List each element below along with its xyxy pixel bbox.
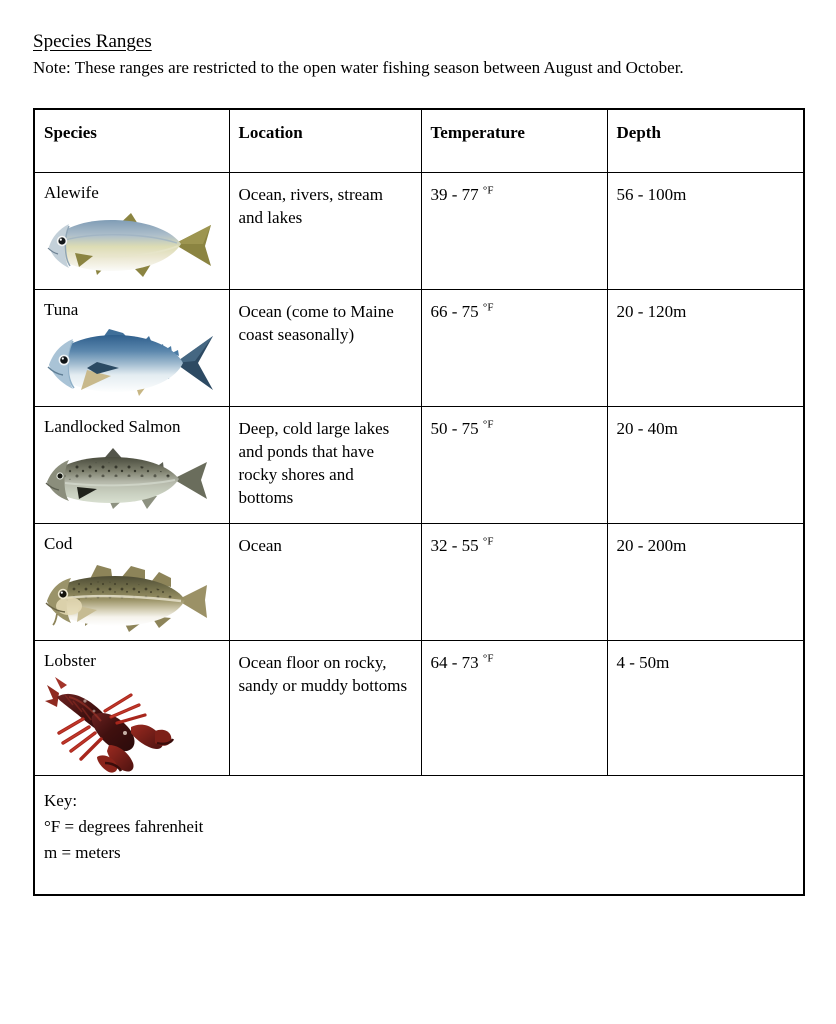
temperature-value: 39 - 77 (430, 185, 483, 204)
table-header-row (34, 109, 804, 173)
depth-cell-cod (607, 524, 804, 641)
location-cell-lobster (229, 641, 421, 776)
table-row (34, 641, 804, 776)
column-header-temperature (421, 109, 607, 173)
location-text: Ocean, rivers, stream and lakes (238, 185, 383, 227)
location-text: Ocean floor on rocky, sandy or muddy bottoms (238, 653, 408, 695)
column-header-location (229, 109, 421, 173)
species-cell-cod (34, 524, 229, 641)
location-text: Ocean (come to Maine coast seasonally) (238, 302, 394, 344)
table-key-row (34, 776, 804, 896)
column-header-species (34, 109, 229, 173)
temperature-text (422, 524, 607, 557)
depth-text: 56 - 100m (616, 185, 687, 204)
column-header-depth-label: Depth (616, 123, 661, 142)
table-row (34, 524, 804, 641)
key-line-meters: m = meters (44, 843, 121, 862)
table-row (34, 173, 804, 290)
location-cell-landlocked-salmon (229, 407, 421, 524)
temperature-cell-tuna (421, 290, 607, 407)
temperature-value: 64 - 73 (430, 653, 483, 672)
depth-cell-alewife (607, 173, 804, 290)
temperature-cell-landlocked-salmon (421, 407, 607, 524)
depth-cell-lobster (607, 641, 804, 776)
temperature-cell-lobster (421, 641, 607, 776)
cod-fish-icon (35, 554, 229, 640)
location-text: Deep, cold large lakes and ponds that have rocky shores and bottoms (238, 419, 390, 507)
column-header-species-label: Species (44, 123, 97, 142)
depth-cell-landlocked-salmon (607, 407, 804, 524)
alewife-fish-icon (35, 203, 229, 289)
species-name-landlocked-salmon: Landlocked Salmon (44, 417, 181, 436)
temperature-unit: °F (482, 652, 494, 665)
column-header-temperature-label: Temperature (430, 123, 525, 142)
depth-text: 20 - 40m (616, 419, 678, 438)
table-row (34, 407, 804, 524)
temperature-unit: °F (482, 535, 494, 548)
temperature-cell-alewife (421, 173, 607, 290)
depth-text: 20 - 200m (616, 536, 687, 555)
temperature-value: 66 - 75 (430, 302, 483, 321)
location-cell-tuna (229, 290, 421, 407)
depth-cell-tuna (607, 290, 804, 407)
landlocked-salmon-icon (35, 437, 229, 523)
key-line-fahrenheit: °F = degrees fahrenheit (44, 817, 204, 836)
temperature-unit: °F (482, 301, 494, 314)
species-name-cod: Cod (44, 534, 73, 553)
key-heading: Key: (44, 791, 78, 810)
page-title: Species Ranges (33, 31, 152, 52)
lobster-icon (35, 671, 229, 775)
tuna-fish-icon (35, 320, 229, 406)
location-cell-cod (229, 524, 421, 641)
species-cell-tuna (34, 290, 229, 407)
table-row (34, 290, 804, 407)
species-cell-lobster (34, 641, 229, 776)
depth-text: 20 - 120m (616, 302, 687, 321)
temperature-text (422, 641, 607, 674)
species-name-lobster: Lobster (44, 651, 96, 670)
species-ranges-table (33, 108, 805, 896)
species-cell-alewife (34, 173, 229, 290)
temperature-text (422, 407, 607, 440)
temperature-unit: °F (482, 184, 494, 197)
temperature-text (422, 173, 607, 206)
species-cell-landlocked-salmon (34, 407, 229, 524)
temperature-unit: °F (482, 418, 494, 431)
temperature-value: 50 - 75 (430, 419, 483, 438)
location-cell-alewife (229, 173, 421, 290)
depth-text: 4 - 50m (616, 653, 670, 672)
key-cell (34, 776, 804, 896)
species-name-alewife: Alewife (44, 183, 99, 202)
species-name-tuna: Tuna (44, 300, 79, 319)
column-header-location-label: Location (238, 123, 303, 142)
location-text: Ocean (238, 536, 282, 555)
temperature-value: 32 - 55 (430, 536, 483, 555)
temperature-text (422, 290, 607, 323)
column-header-depth (607, 109, 804, 173)
page-note: Note: These ranges are restricted to the open water fishing season between August and October. (33, 58, 684, 77)
temperature-cell-cod (421, 524, 607, 641)
